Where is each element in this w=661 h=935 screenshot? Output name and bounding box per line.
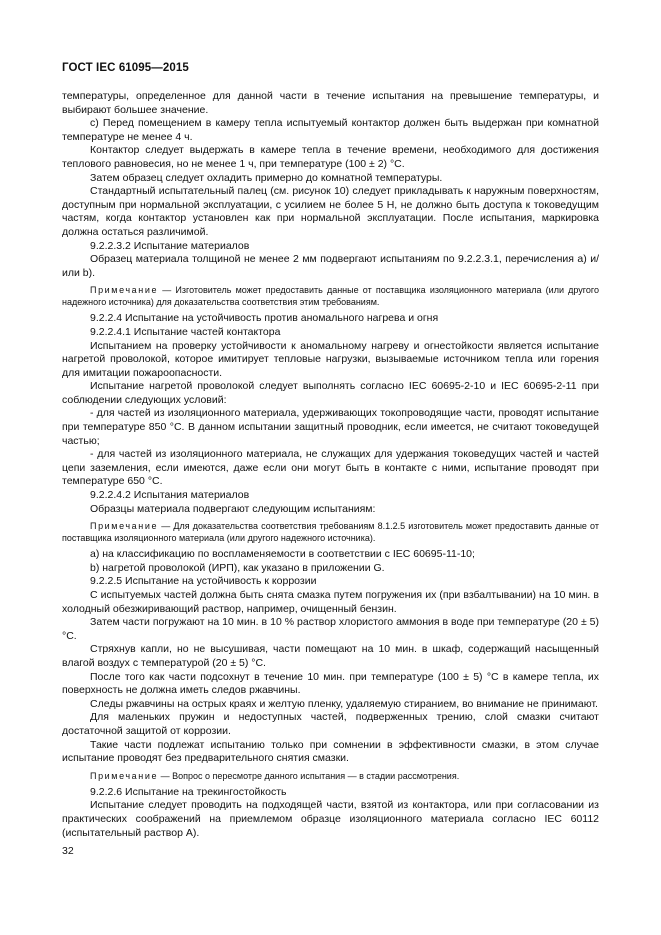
- note-label: Примечание: [90, 521, 159, 532]
- body-paragraph: После того как части подсохнут в течение 10 мин. при температуре (100 ± 5) °С в камере тепла, их поверхность не должна иметь следов ржавчины.: [62, 670, 599, 697]
- body-paragraph: 9.2.2.4.2 Испытания материалов: [90, 489, 250, 502]
- body-paragraph: Следы ржавчины на острых краях и желтую пленку, удаляемую стиранием, во внимание не принимают.: [90, 697, 598, 710]
- body-paragraph: 9.2.2.6 Испытание на трекингостойкость: [90, 785, 287, 798]
- body-paragraph: Контактор следует выдержать в камере тепла в течение времени, необходимого для достижения теплового равновесия, но не менее 1 ч, при температуре (100 ± 2) °С.: [62, 144, 599, 170]
- body-paragraph: 9.2.2.4 Испытание на устойчивость против аномального нагрева и огня: [90, 312, 439, 325]
- note-paragraph: [62, 520, 599, 544]
- page-number: 32: [62, 845, 74, 857]
- body-paragraph: Стандартный испытательный палец (см. рисунок 10) следует прикладывать к наружным поверхностям, доступным при нормальной эксплуатации, с усилием не более 5 Н, не должно быть доступа к токоведущим частям, когда контактор установлен как при нормальной эксплуатации. После испытания, маркировка должна остаться различимой.: [62, 185, 599, 238]
- document-header: ГОСТ IEC 61095—2015: [62, 62, 189, 74]
- body-paragraph: С испытуемых частей должна быть снята смазка путем погружения их (при взбалтывании) на 10 мин. в холодный обезжиривающий раствор, например, очищенный бензин.: [62, 589, 599, 615]
- body-paragraph: а) на классификацию по воспламеняемости в соответствии с IEC 60695-11-10;: [90, 548, 475, 561]
- body-paragraph: Испытание следует проводить на подходящей части, взятой из контактора, или при согласовании из практических соображений на приемлемом образце изоляционного материала согласно IEC 60112 (испытательный раствор А).: [62, 799, 599, 839]
- body-paragraph: c) Перед помещением в камеру тепла испытуемый контактор должен быть выдержан при комнатной температуре не менее 4 ч.: [62, 117, 599, 143]
- body-paragraph: Испытание нагретой проволокой следует выполнять согласно IEC 60695-2-10 и IEC 60695-2-11 при соблюдении следующих условий:: [62, 380, 599, 406]
- note-label: Примечание: [90, 285, 159, 296]
- body-paragraph: 9.2.2.5 Испытание на устойчивость к коррозии: [90, 575, 317, 588]
- body-paragraph: Такие части подлежат испытанию только при сомнении в эффективности смазки, в этом случае испытание проводят без предварительного снятия смазки.: [62, 738, 599, 765]
- note-text: — Изготовитель может предоставить данные от поставщика изоляционного материала (или другого надежного источника) для доказательства соответствия этим требованиям.: [62, 285, 599, 308]
- note-paragraph: [62, 284, 599, 308]
- body-paragraph: Образцы материала подвергают следующим испытаниям:: [90, 502, 376, 515]
- body-paragraph: Затем части погружают на 10 мин. в 10 % раствор хлористого аммония в воде при температуре (20 ± 5) °С.: [62, 616, 599, 642]
- body-paragraph: Для маленьких пружин и недоступных частей, подверженных трению, слой смазки считают достаточной защитой от коррозии.: [62, 711, 599, 737]
- body-paragraph: - для частей из изоляционного материала, удерживающих токопроводящие части, проводят испытание при температуре 850 °С. В данном испытании защитный проводник, если имеется, не считают токоведущей частью;: [62, 407, 599, 447]
- body-paragraph: Образец материала толщиной не менее 2 мм подвергают испытаниям по 9.2.2.3.1, перечисления а) и/или b).: [62, 253, 599, 279]
- body-paragraph: 9.2.2.4.1 Испытание частей контактора: [90, 325, 281, 338]
- body-paragraph: 9.2.2.3.2 Испытание материалов: [90, 239, 250, 252]
- note-text: — Для доказательства соответствия требованиям 8.1.2.5 изготовитель может предоставить данные от поставщика изоляционного материала (или другого надежного источника).: [62, 521, 599, 544]
- body-paragraph: Испытанием на проверку устойчивости к аномальному нагреву и огнестойкости является испытание нагретой проволокой, которое имитирует тепловые нагрузки, вызываемые источником тепла или горения для имитации пожароопасности.: [62, 339, 599, 379]
- body-paragraph: Стряхнув капли, но не высушивая, части помещают на 10 мин. в шкаф, содержащий насыщенный влагой воздух с температурой (20 ± 5) °С.: [62, 643, 599, 669]
- note-paragraph: [62, 770, 599, 782]
- note-text: — Вопрос о пересмотре данного испытания — в стадии рассмотрения.: [158, 770, 460, 781]
- body-paragraph: температуры, определенное для данной части в течение испытания на превышение температуры, и выбирают большее значение.: [62, 90, 599, 116]
- body-paragraph: - для частей из изоляционного материала, не служащих для удержания токоведущих частей и частей цепи заземления, если имеются, даже если они могут быть в контакте с ними, испытание проводят при температуре 650 °С.: [62, 448, 599, 488]
- note-label: Примечание: [90, 770, 159, 781]
- body-paragraph: b) нагретой проволокой (ИРП), как указано в приложении G.: [90, 561, 385, 574]
- document-body: [62, 90, 599, 840]
- body-paragraph: Затем образец следует охладить примерно до комнатной температуры.: [90, 171, 443, 184]
